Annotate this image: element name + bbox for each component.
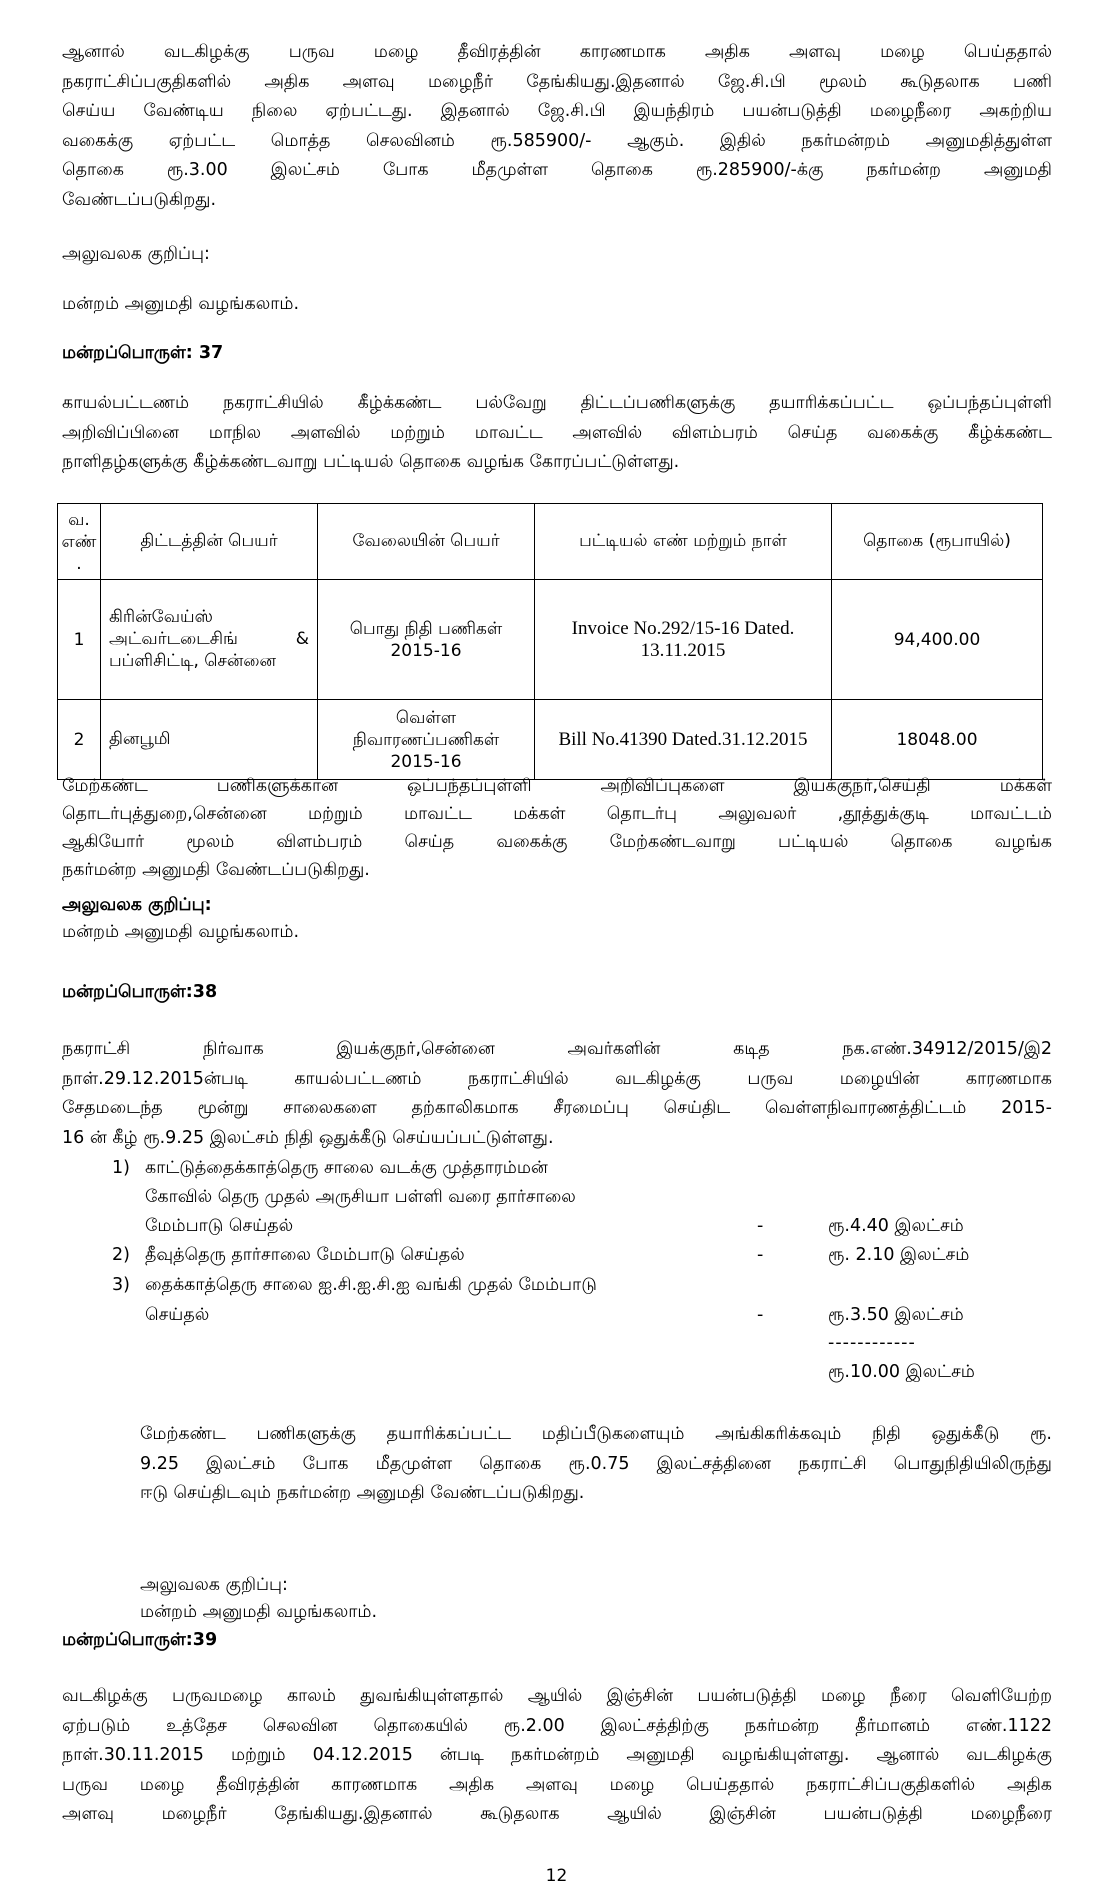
- cell-bill: Bill No.41390 Dated.31.12.2015: [535, 700, 832, 780]
- paragraph-line: 16 ன் கீழ் ரூ.9.25 இலட்சம் நிதி ஒதுக்கீடு செய்யப்பட்டுள்ளது.: [62, 1127, 554, 1148]
- cell-scheme: தினபூமி: [101, 700, 318, 780]
- paragraph-line: நாள்.29.12.2015ன்படி காயல்பட்டணம் நகராட்சியில் வடகிழக்கு பருவ மழையின் காரணமாக: [62, 1068, 1052, 1089]
- column-header-bill: பட்டியல் எண் மற்றும் நாள்: [535, 504, 832, 580]
- cell-bill: Invoice No.292/15-16 Dated. 13.11.2015: [535, 580, 832, 700]
- paragraph-line: ஏற்படும் உத்தேச செலவின தொகையில் ரூ.2.00 இலட்சத்திற்கு நகர்மன்ற தீர்மானம் எண்.1122: [62, 1715, 1052, 1736]
- paragraph-line: ஆனால் வடகிழக்கு பருவ மழை தீவிரத்தின் காரணமாக அதிக அளவு மழை பெய்ததால்: [62, 42, 1052, 62]
- paragraph-line: நகராட்சிப்பகுதிகளில் அதிக அளவு மழைநீர் தேங்கியது.இதனால் ஜே.சி.பி மூலம் கூடுதலாக பணி: [62, 71, 1052, 92]
- paragraph-line: அறிவிப்பினை மாநில அளவில் மற்றும் மாவட்ட அளவில் விளம்பரம் செய்த வகைக்கு கீழ்க்கண்ட: [62, 422, 1052, 443]
- paragraph-line: காயல்பட்டணம் நகராட்சியில் கீழ்க்கண்ட பல்வேறு திட்டப்பணிகளுக்கு தயாரிக்கப்பட்ட ஒப்பந்தப்புள்ளி: [62, 393, 1052, 413]
- cell-scheme: கிரின்வேய்ஸ் அட்வர்டடைசிங் & பப்ளிசிட்டி, சென்னை: [101, 580, 318, 700]
- paragraph-line: வேண்டப்படுகிறது.: [62, 189, 217, 210]
- paragraph-line: சேதமடைந்த மூன்று சாலைகளை தற்காலிகமாக சீரமைப்பு செய்திட வெள்ளநிவாரணத்திட்டம் 2015-: [62, 1098, 1052, 1118]
- work-dash: -: [757, 1245, 764, 1265]
- paragraph-line: ஈடு செய்திடவும் நகர்மன்ற அனுமதி வேண்டப்படுகிறது.: [140, 1483, 585, 1503]
- item-38-heading: மன்றப்பொருள்:38: [62, 982, 218, 1002]
- paragraph-line: நகர்மன்ற அனுமதி வேண்டப்படுகிறது.: [62, 860, 370, 880]
- cell-serial: 1: [58, 580, 101, 700]
- cell-amount: 18048.00: [832, 700, 1043, 780]
- work-amount: ரூ. 2.10 இலட்சம்: [828, 1245, 970, 1265]
- work-number: 3): [112, 1275, 130, 1295]
- total-rule: ------------: [828, 1333, 916, 1353]
- paragraph-line: வடகிழக்கு பருவமழை காலம் துவங்கியுள்ளதால் ஆயில் இஞ்சின் பயன்படுத்தி மழை நீரை வெளியேற்ற: [62, 1686, 1052, 1706]
- cell-amount: 94,400.00: [832, 580, 1043, 700]
- column-header-scheme: திட்டத்தின் பெயர்: [101, 504, 318, 580]
- work-dash: -: [757, 1305, 764, 1325]
- cell-work: வெள்ள நிவாரணப்பணிகள் 2015-16: [318, 700, 535, 780]
- work-number: 2): [112, 1245, 130, 1265]
- cell-work: பொது நிதி பணிகள் 2015-16: [318, 580, 535, 700]
- work-description: தீவுத்தெரு தார்சாலை மேம்பாடு செய்தல்: [145, 1245, 465, 1265]
- paragraph-line: தொடர்புத்துறை,சென்னை மற்றும் மாவட்ட மக்கள் தொடர்பு அலுவலர் ,தூத்துக்குடி மாவட்டம்: [62, 804, 1052, 824]
- paragraph-line: 9.25 இலட்சம் போக மீதமுள்ள தொகை ரூ.0.75 இலட்சத்தினை நகராட்சி பொதுநிதியிலிருந்து: [140, 1453, 1052, 1474]
- paragraph-line: அளவு மழைநீர் தேங்கியது.இதனால் கூடுதலாக ஆயில் இஞ்சின் பயன்படுத்தி மழைநீரை: [62, 1804, 1052, 1824]
- paragraph-line: மேற்கண்ட பணிகளுக்கு தயாரிக்கப்பட்ட மதிப்பீடுகளையும் அங்கிகரிக்கவும் நிதி ஒதுக்கீடு ரூ.: [140, 1424, 1052, 1444]
- paragraph-line: பருவ மழை தீவிரத்தின் காரணமாக அதிக அளவு மழை பெய்ததால் நகராட்சிப்பகுதிகளில் அதிக: [62, 1774, 1052, 1795]
- paragraph-line: தொகை ரூ.3.00 இலட்சம் போக மீதமுள்ள தொகை ரூ.285900/-க்கு நகர்மன்ற அனுமதி: [62, 160, 1052, 180]
- work-amount: ரூ.3.50 இலட்சம்: [828, 1305, 964, 1325]
- work-description: கோவில் தெரு முதல் அருசியா பள்ளி வரை தார்சாலை: [145, 1187, 576, 1207]
- item-38-after-paragraph: [140, 1420, 1052, 1509]
- item-37-heading: மன்றப்பொருள்: 37: [62, 343, 224, 363]
- item-39-paragraph: [62, 1682, 1052, 1830]
- column-header-amount: தொகை (ரூபாயில்): [832, 504, 1043, 580]
- work-description: தைக்காத்தெரு சாலை ஐ.சி.ஐ.சி.ஐ வங்கி முதல் மேம்பாடு: [145, 1275, 597, 1295]
- work-description: காட்டுத்தைக்காத்தெரு சாலை வடக்கு முத்தாரம்மன்: [145, 1158, 548, 1178]
- paragraph-line: மேற்கண்ட பணிகளுக்கான ஒப்பந்தப்புள்ளி அறிவிப்புகளை இயக்குநர்,செய்தி மக்கள்: [62, 776, 1052, 796]
- item-39-heading: மன்றப்பொருள்:39: [62, 1630, 218, 1650]
- work-dash: -: [757, 1216, 764, 1236]
- work-description: செய்தல்: [145, 1305, 210, 1325]
- office-note-text: மன்றம் அனுமதி வழங்கலாம்.: [62, 922, 300, 942]
- work-number: 1): [112, 1158, 130, 1178]
- work-amount: ரூ.4.40 இலட்சம்: [828, 1216, 964, 1236]
- paragraph-line: செய்ய வேண்டிய நிலை ஏற்பட்டது. இதனால் ஜே.சி.பி இயந்திரம் பயன்படுத்தி மழைநீரை அகற்றிய: [62, 101, 1052, 121]
- column-header-work: வேலையின் பெயர்: [318, 504, 535, 580]
- office-note-label: அலுவலக குறிப்பு:: [62, 895, 212, 915]
- paragraph-line: நாள்.30.11.2015 மற்றும் 04.12.2015 ன்படி நகர்மன்றம் அனுமதி வழங்கியுள்ளது. ஆனால் வடகிழக்கு: [62, 1745, 1052, 1765]
- office-note-text: மன்றம் அனுமதி வழங்கலாம்.: [62, 294, 300, 314]
- work-description: மேம்பாடு செய்தல்: [145, 1216, 294, 1236]
- cell-serial: 2: [58, 700, 101, 780]
- paragraph-line: நாளிதழ்களுக்கு கீழ்க்கண்டவாறு பட்டியல் தொகை வழங்க கோரப்பட்டுள்ளது.: [62, 452, 680, 472]
- office-note-label: அலுவலக குறிப்பு:: [62, 244, 210, 264]
- paragraph-line: நகராட்சி நிர்வாக இயக்குநர்,சென்னை அவர்களின் கடித நக.எண்.34912/2015/இ2: [62, 1039, 1052, 1059]
- page-number: 12: [545, 1866, 568, 1886]
- paragraph-line: வகைக்கு ஏற்பட்ட மொத்த செலவினம் ரூ.585900/- ஆகும். இதில் நகர்மன்றம் அனுமதித்துள்ள: [62, 130, 1052, 151]
- column-header-serial: வ. எண் .: [58, 504, 101, 580]
- paragraph-line: ஆகியோர் மூலம் விளம்பரம் செய்த வகைக்கு மேற்கண்டவாறு பட்டியல் தொகை வழங்க: [62, 832, 1052, 852]
- total-amount: ரூ.10.00 இலட்சம்: [828, 1362, 975, 1382]
- office-note-label: அலுவலக குறிப்பு:: [140, 1575, 288, 1595]
- office-note-text: மன்றம் அனுமதி வழங்கலாம்.: [140, 1602, 378, 1622]
